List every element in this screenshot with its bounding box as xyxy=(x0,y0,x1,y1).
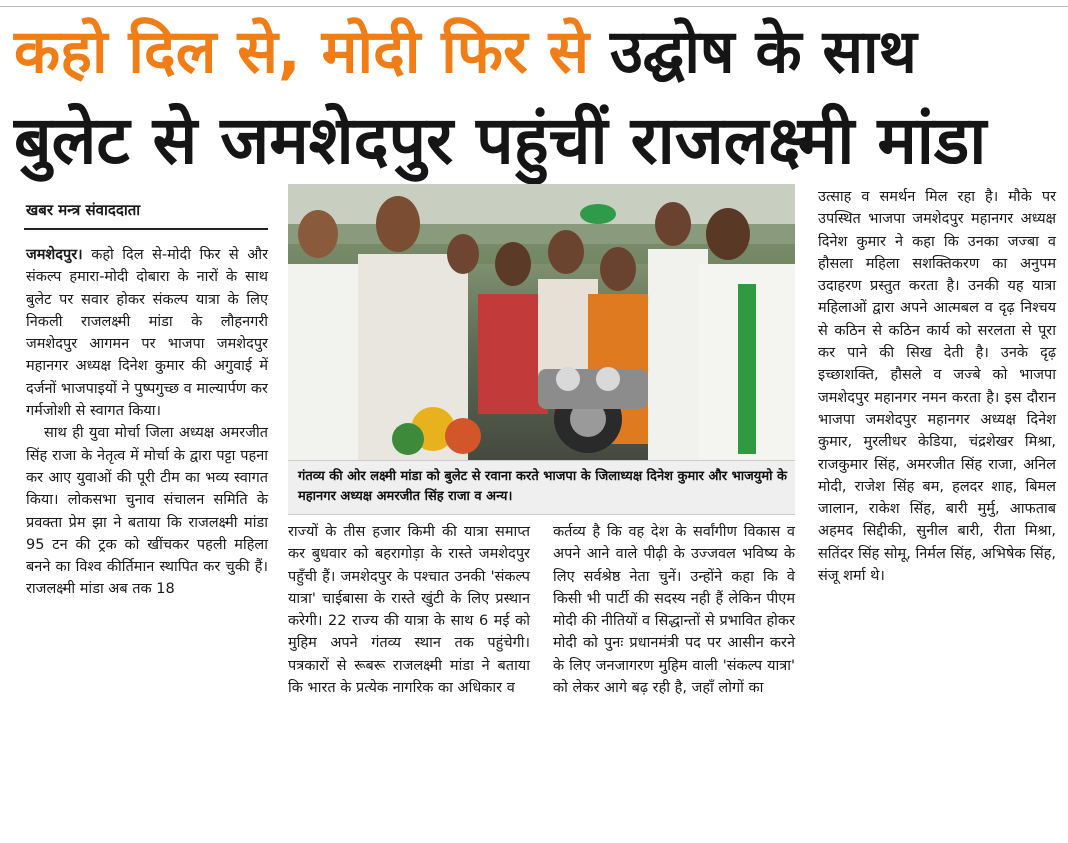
headline-slogan: कहो दिल से, मोदी फिर से xyxy=(14,17,590,87)
article-column-3-text: कर्तव्य है कि वह देश के सर्वांगीण विकास व अपने आने वाले पीढ़ी के उज्जवल भविष्य के लिए सर्वश्रेष्ठ नेता चुनें। उन्होंने कहा कि वे किसी भी पार्टी की सदस्य नही हैं लेकिन पीएम मोदी की नीतियों व सिद्धान्तों से प्रभावित होकर मोदी को पुनः प्रधानमंत्री पद पर आसीन करने के लिए जनजागरण मुहिम वाली 'संकल्प यात्रा' को लेकर आगे बढ़ रही है, जहाँ लोगों का xyxy=(553,524,795,697)
article-paragraph-1-text: कहो दिल से-मोदी फिर से और संकल्प हमारा-मोदी दोबारा के नारों के साथ बुलेट पर सवार होकर संकल्प यात्रा के लिए निकली राजलक्ष्मी मांडा के लौहनगरी जमशेदपुर आगमन पर भाजपा जमशेदपुर महानगर अध्यक्ष दिनेश कुमार की अगुवाई में दर्जनों भाजपाइयों ने पुष्पगुच्छ व माल्यार्पण कर गर्मजोशी से स्वागत किया। xyxy=(26,247,269,420)
photo-caption-text: गंतव्य की ओर लक्ष्मी मांडा को बुलेट से रवाना करते भाजपा के जिलाध्यक्ष दिनेश कुमार और भाजयुमो के महानगर अध्यक्ष अमरजीत सिंह राजा व अन्य। xyxy=(298,469,787,504)
headline-line-1 xyxy=(14,17,1054,87)
dateline: जमशेदपुर। xyxy=(26,247,83,263)
article-paragraph-1 xyxy=(26,244,268,422)
article-column-3 xyxy=(553,521,795,699)
news-photo xyxy=(288,184,795,460)
article-column-2 xyxy=(288,521,530,699)
headline-line-2: बुलेट से जमशेदपुर पहुंचीं राजलक्ष्मी मांडा xyxy=(14,102,987,179)
headline-continuation: उद्घोष के साथ xyxy=(609,17,917,87)
top-rule xyxy=(0,6,1068,7)
article-column-4-text: उत्साह व समर्थन मिल रहा है। मौके पर उपस्थित भाजपा जमशेदपुर महानगर अध्यक्ष दिनेश कुमार ने कहा कि उनका जज्बा व हौसला महिला सशक्तिकरण का अनुपम उदाहरण प्रस्तुत करता है। उनकी यह यात्रा महिलाओं द्वारा अपने आत्मबल व दृढ़ निश्चय से कठिन से कठिन कार्य को सरलता से पूरा कर पाने की सिख देती है। उनके दृढ़ इच्छाशक्ति, हौसले व जज्बे को भाजपा जमशेदपुर महानगर नमन करता है। इस दौरान भाजपा जमशेदपुर महानगर अध्यक्ष दिनेश कुमार, मुरलीधर केडिया, चंद्रशेखर मिश्रा, राजकुमार सिंह, अमरजीत सिंह राजा, अनिल मोदी, राजेश सिंह बम, हलदर शाह, बिमल जालान, राकेश सिंह, बारी मुर्मु, आफताब अहमद सिद्दीकी, सुनील बारी, रीता मिश्रा, सतिंदर सिंह सोमू, निर्मल सिंह, अभिषेक सिंह, संजू शर्मा थे। xyxy=(818,189,1056,585)
article-column-2-text: राज्यों के तीस हजार किमी की यात्रा समाप्त कर बुधवार को बहरागोड़ा के रास्ते जमशेदपुर पहुँची हैं। जमशेदपुर के पश्चात उनकी 'संकल्प यात्रा' चाईबासा के रास्ते खुंटी के लिए प्रस्थान करेगी। 22 राज्य की यात्रा के साथ 6 मई को मुहिम अपने गंतव्य स्थान तक पहुंचेगी। पत्रकारों से रूबरू राजलक्ष्मी मांडा ने बताया कि भारत के प्रत्येक नागरिक का अधिकार व xyxy=(288,524,530,697)
article-column-1 xyxy=(26,244,268,601)
article-column-4 xyxy=(818,186,1056,587)
article-paragraph-2: साथ ही युवा मोर्चा जिला अध्यक्ष अमरजीत सिंह राजा के नेतृत्व में मोर्चा के द्वारा पट्टा पहना कर आए युवाओं की पूरी टीम का भव्य स्वागत किया। लोकसभा चुनाव संचालन समिति के प्रवक्ता प्रेम झा ने बताया कि राजलक्ष्मी मांडा 95 टन की ट्रक को खींचकर पहली महिला बनने का विश्व कीर्तिमान स्थापित कर चुकी हैं। राजलक्ष्मी मांडा अब तक 18 xyxy=(26,425,268,598)
news-photo-illustration xyxy=(288,184,795,460)
byline: खबर मन्त्र संवाददाता xyxy=(26,201,141,219)
photo-caption xyxy=(288,460,795,515)
byline-divider xyxy=(24,228,268,230)
